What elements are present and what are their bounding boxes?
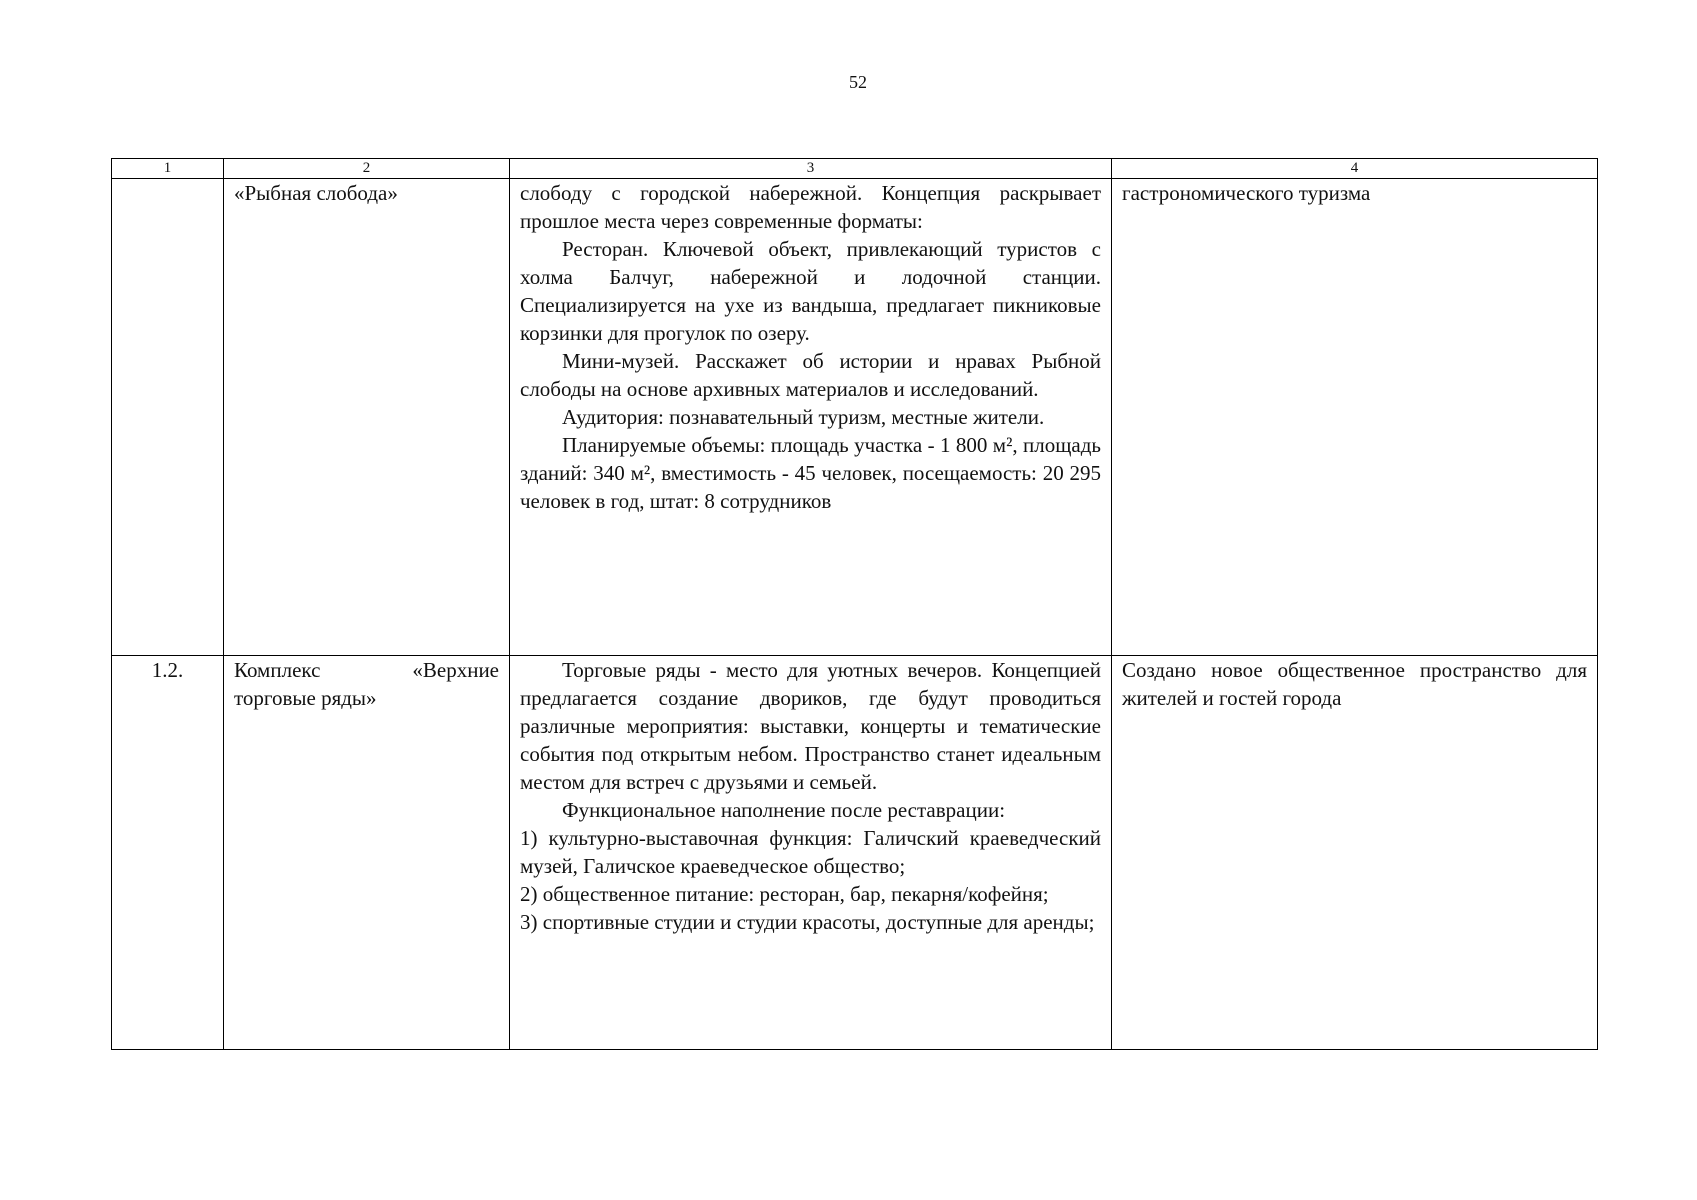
table-row	[112, 656, 1598, 1050]
description-paragraph: 1) культурно-выставочная функция: Галичский краеведческий музей, Галичское краеведческое общество;	[520, 826, 1101, 878]
description-paragraph: 2) общественное питание: ресторан, бар, пекарня/кофейня;	[520, 882, 1049, 906]
table-row	[112, 179, 1598, 656]
column-header-4: 4	[1112, 159, 1598, 179]
object-description	[510, 656, 1112, 1050]
description-paragraph: Мини-музей. Расскажет об истории и нравах Рыбной слободы на основе архивных материалов и исследований.	[520, 349, 1101, 401]
description-paragraph: Торговые ряды - место для уютных вечеров. Концепцией предлагается создание двориков, где будут проводиться различные мероприятия: выставки, концерты и тематические события под открытым небом. Пространство станет идеальным местом для встреч с друзьями и семьей.	[520, 658, 1101, 794]
description-paragraph: Ресторан. Ключевой объект, привлекающий туристов с холма Балчуг, набережной и лодочной станции. Специализируется на ухе из вандыша, предлагает пикниковые корзинки для прогулок по озеру.	[520, 237, 1101, 345]
content-table	[111, 158, 1598, 1050]
column-header-1: 1	[112, 159, 224, 179]
description-paragraph: Планируемые объемы: площадь участка - 1 800 м², площадь зданий: 340 м², вместимость - 45 человек, посещаемость: 20 295 человек в год, штат: 8 сотрудников	[520, 433, 1101, 513]
object-result: Создано новое общественное пространство для жителей и гостей города	[1112, 656, 1598, 1050]
table-header-row	[112, 159, 1598, 179]
object-result: гастрономического туризма	[1112, 179, 1598, 656]
row-number: 1.2.	[112, 656, 224, 1050]
object-description	[510, 179, 1112, 656]
row-number	[112, 179, 224, 656]
column-header-2: 2	[224, 159, 510, 179]
column-header-3: 3	[510, 159, 1112, 179]
page-number: 52	[849, 72, 867, 92]
description-paragraph: 3) спортивные студии и студии красоты, доступные для аренды;	[520, 910, 1095, 934]
description-paragraph: Аудитория: познавательный туризм, местные жители.	[562, 405, 1045, 429]
description-paragraph: слободу с городской набережной. Концепция раскрывает прошлое места через современные форматы:	[520, 181, 1101, 233]
object-name: Комплекс «Верхние торговые ряды»	[224, 656, 510, 1050]
object-name: «Рыбная слобода»	[224, 179, 510, 656]
description-paragraph: Функциональное наполнение после реставрации:	[562, 798, 1006, 822]
